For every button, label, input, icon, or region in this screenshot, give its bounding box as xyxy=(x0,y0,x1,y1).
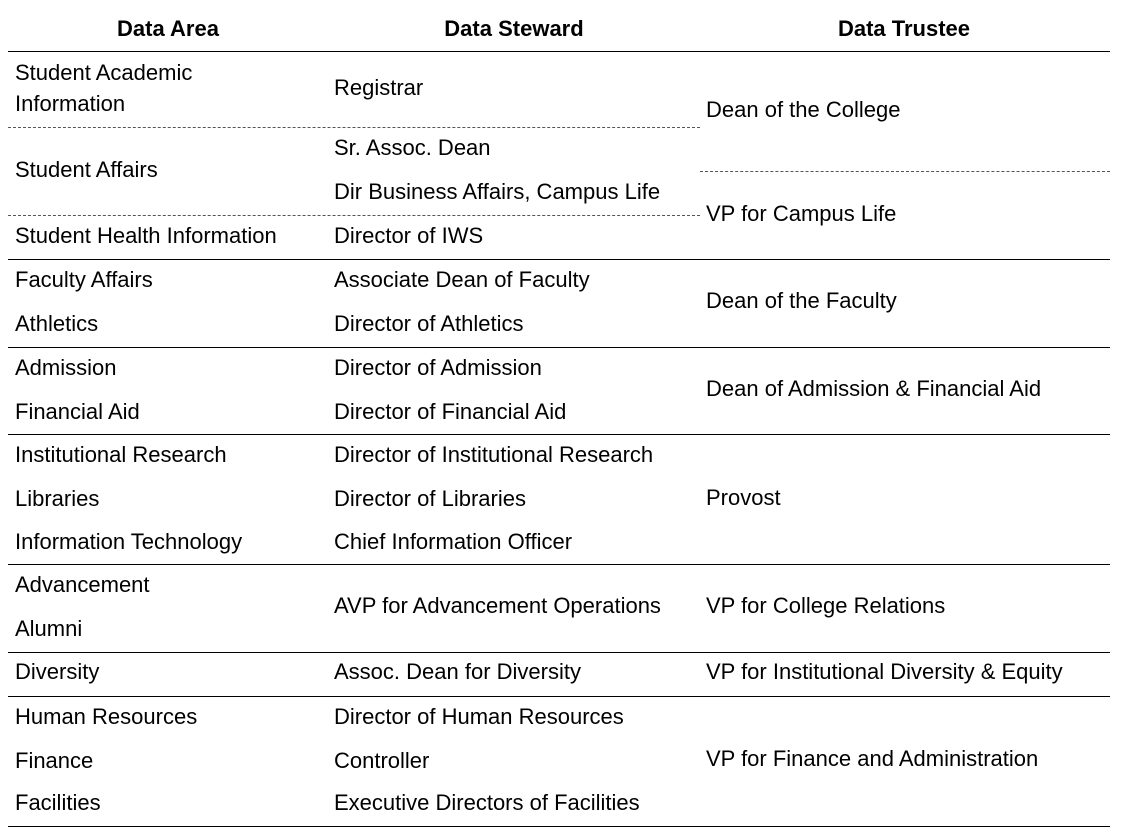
area-cell: Institutional Research xyxy=(15,442,227,467)
area-cell: Faculty Affairs xyxy=(15,267,153,292)
area-cell: Admission xyxy=(15,355,117,380)
area-cell: Student Affairs xyxy=(15,157,158,182)
header-data-area: Data Area xyxy=(117,16,219,41)
dashed-rule xyxy=(8,215,700,216)
trustee-cell: Dean of Admission & Financial Aid xyxy=(706,376,1042,401)
trustee-cell: VP for College Relations xyxy=(706,593,946,618)
group-rule xyxy=(8,259,1110,260)
area-cell: Finance xyxy=(15,748,94,773)
steward-cell: Director of Human Resources xyxy=(334,704,624,729)
area-cell: Information xyxy=(15,91,126,116)
steward-cell: Sr. Assoc. Dean xyxy=(334,135,491,160)
steward-cell: Registrar xyxy=(334,75,424,100)
steward-cell: Assoc. Dean for Diversity xyxy=(334,659,581,684)
trustee-cell: Provost xyxy=(706,485,781,510)
area-cell: Athletics xyxy=(15,311,99,336)
area-cell: Student Health Information xyxy=(15,223,277,248)
steward-cell: Chief Information Officer xyxy=(334,529,573,554)
header-rule xyxy=(8,51,1110,52)
group-rule xyxy=(8,652,1110,653)
steward-cell: Director of IWS xyxy=(334,223,484,248)
trustee-cell: Dean of the Faculty xyxy=(706,288,897,313)
group-rule xyxy=(8,434,1110,435)
steward-cell: Director of Libraries xyxy=(334,486,526,511)
steward-cell: Associate Dean of Faculty xyxy=(334,267,590,292)
area-cell: Financial Aid xyxy=(15,399,140,424)
dashed-rule xyxy=(8,127,700,128)
area-cell: Advancement xyxy=(15,572,150,597)
trustee-cell: VP for Institutional Diversity & Equity xyxy=(706,659,1063,684)
steward-cell: Dir Business Affairs, Campus Life xyxy=(334,179,661,204)
area-cell: Information Technology xyxy=(15,529,243,554)
trustee-cell: Dean of the College xyxy=(706,97,901,122)
group-rule xyxy=(8,696,1110,697)
area-cell: Facilities xyxy=(15,790,101,815)
steward-cell: Director of Admission xyxy=(334,355,542,380)
group-rule xyxy=(8,347,1110,348)
area-cell: Libraries xyxy=(15,486,100,511)
steward-cell: Controller xyxy=(334,748,430,773)
steward-cell: Director of Institutional Research xyxy=(334,442,654,467)
area-cell: Diversity xyxy=(15,659,100,684)
steward-cell: AVP for Advancement Operations xyxy=(334,593,661,618)
dashed-rule xyxy=(700,171,1110,172)
bottom-rule xyxy=(8,826,1110,827)
group-rule xyxy=(8,564,1110,565)
steward-cell: Executive Directors of Facilities xyxy=(334,790,640,815)
header-data-trustee: Data Trustee xyxy=(837,16,971,41)
trustee-cell: VP for Finance and Administration xyxy=(706,746,1039,771)
steward-cell: Director of Athletics xyxy=(334,311,524,336)
steward-cell: Director of Financial Aid xyxy=(334,399,567,424)
area-cell: Alumni xyxy=(15,616,83,641)
header-data-steward: Data Steward xyxy=(444,16,584,41)
area-cell: Human Resources xyxy=(15,704,198,729)
trustee-cell: VP for Campus Life xyxy=(706,201,897,226)
area-cell: Student Academic xyxy=(15,60,193,85)
